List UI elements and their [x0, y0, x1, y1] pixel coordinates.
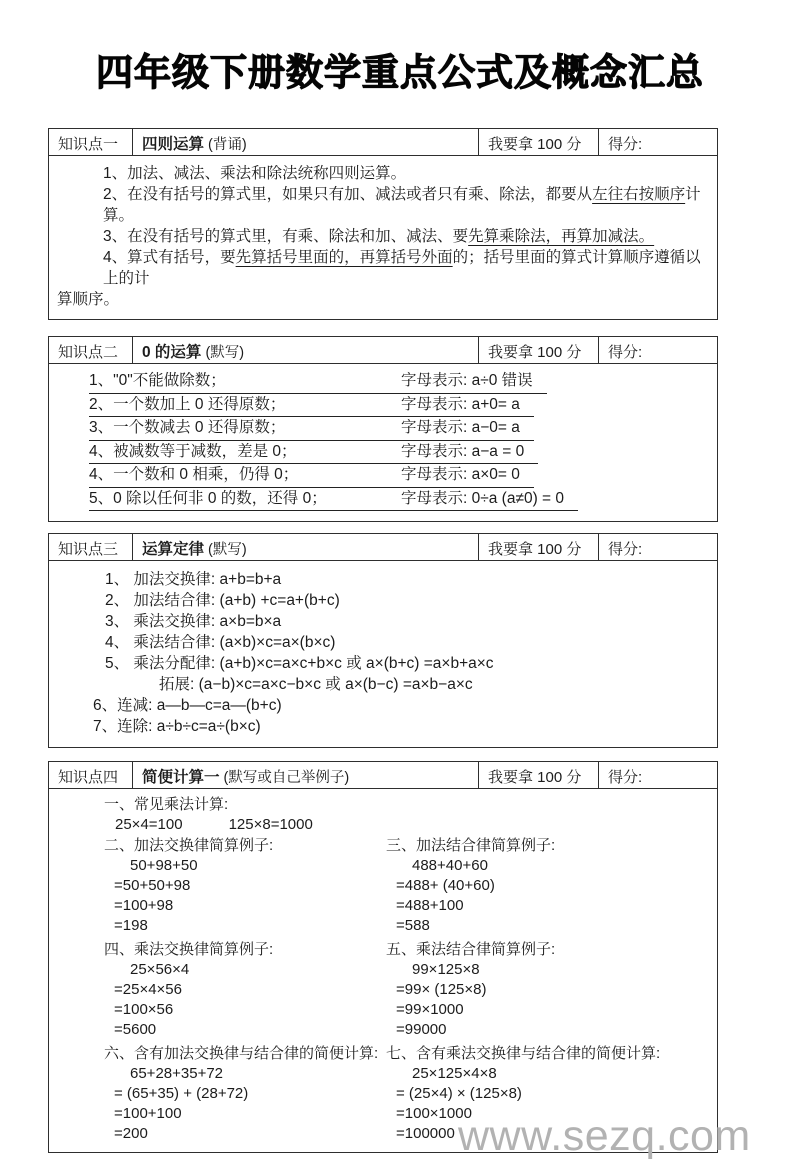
- section-2-label: 知识点二: [49, 337, 133, 363]
- common-products-line: [49, 815, 717, 835]
- example-expression: 25×56×4: [130, 961, 190, 978]
- section-3-title: [133, 534, 479, 560]
- rule-row: [89, 465, 534, 488]
- section-1-title-text: 四则运算: [142, 136, 205, 153]
- rule-row: [89, 371, 547, 394]
- product-fact: 25×4=100: [115, 816, 183, 833]
- rule-formula: 字母表示: 0÷a (a≠0) = 0: [401, 489, 565, 507]
- example-step: =100×1000: [396, 1105, 472, 1122]
- section-knowledge-point-2: [48, 336, 718, 522]
- rule-formula: 字母表示: a×0= 0: [401, 466, 520, 483]
- section-2-goal: 我要拿 100 分: [479, 337, 599, 363]
- section-1-score-field: 得分:: [608, 135, 643, 153]
- section-1-body: [49, 156, 717, 319]
- example-step: =99× (125×8): [396, 981, 487, 998]
- section-1-subtitle: (背诵): [208, 136, 247, 153]
- rule-text: 4、被减数等于减数，差是 0；: [89, 442, 297, 460]
- law-line: 2、 加法结合律: (a+b) +c=a+(b+c): [105, 592, 340, 609]
- section-3-score-field: 得分:: [608, 540, 643, 558]
- example-block: [104, 940, 386, 1040]
- content-line: 1、加法、减法、乘法和除法统称四则运算。: [103, 165, 407, 182]
- rule-row: [89, 442, 538, 465]
- example-heading: 四、乘法交换律简算例子:: [104, 941, 274, 958]
- section-3-goal: 我要拿 100 分: [479, 534, 599, 560]
- section-2-score-field: 得分:: [608, 343, 643, 361]
- section-1-goal: 我要拿 100 分: [479, 129, 599, 155]
- section-4-goal: 我要拿 100 分: [479, 762, 599, 788]
- rule-formula: 字母表示: a−0= a: [401, 419, 520, 436]
- section-1-label: 知识点一: [49, 129, 133, 155]
- rule-formula: 字母表示: a−a = 0: [401, 442, 525, 460]
- content-line: 4、算式有括号，要先算括号里面的，再算括号外面的；括号里面的算式计算顺序遵循以上的计: [103, 249, 701, 287]
- section-3-title-text: 运算定律: [142, 541, 205, 558]
- section-4-title: [133, 762, 479, 788]
- rule-row: [89, 418, 534, 441]
- law-line: 5、 乘法分配律: (a+b)×c=a×c+b×c 或 a×(b+c) =a×b+a×c: [105, 655, 494, 672]
- example-expression: 25×125×4×8: [412, 1065, 497, 1082]
- example-step: =488+100: [396, 897, 464, 914]
- product-fact: 125×8=1000: [228, 816, 313, 833]
- law-line: 6、连减: a—b—c=a—(b+c): [93, 697, 282, 714]
- law-line: 7、连除: a÷b÷c=a÷(b×c): [93, 718, 261, 735]
- section-2-title-text: 0 的运算: [142, 344, 202, 361]
- section-knowledge-point-3: [48, 533, 718, 748]
- section-4-subtitle: (默写或自己举例子): [223, 769, 350, 786]
- section-3-header: [49, 534, 717, 561]
- law-line-extension: 拓展: (a−b)×c=a×c−b×c 或 a×(b−c) =a×b−a×c: [159, 676, 473, 693]
- example-block: [386, 836, 717, 936]
- example-step: =100000: [396, 1125, 455, 1142]
- example-heading: 七、含有乘法交换律与结合律的简便计算:: [386, 1045, 661, 1062]
- example-heading: 六、含有加法交换律与结合律的简便计算:: [104, 1045, 379, 1062]
- example-heading: 五、乘法结合律简算例子:: [386, 941, 556, 958]
- section-3-label: 知识点三: [49, 534, 133, 560]
- example-block: [386, 940, 717, 1040]
- example-expression: 99×125×8: [412, 961, 480, 978]
- example-step: = (25×4) × (125×8): [396, 1085, 522, 1102]
- example-step: =25×4×56: [114, 981, 182, 998]
- section-4-score-field: 得分:: [608, 768, 643, 786]
- page-title: 四年级下册数学重点公式及概念汇总: [96, 52, 704, 93]
- content-line: 算顺序。: [57, 291, 120, 308]
- law-line: 1、 加法交换律: a+b=b+a: [105, 571, 282, 588]
- content-line: 3、在没有括号的算式里，有乘、除法和加、减法、要先算乘除法，再算加减法。: [103, 228, 655, 245]
- example-step: =50+50+98: [114, 877, 191, 894]
- section-4-label: 知识点四: [49, 762, 133, 788]
- example-step: =5600: [114, 1021, 157, 1038]
- section-4-header: [49, 762, 717, 789]
- section-knowledge-point-1: [48, 128, 718, 320]
- example-expression: 50+98+50: [130, 857, 198, 874]
- rule-text: 4、一个数和 0 相乘，仍得 0；: [89, 466, 299, 483]
- example-step: = (65+35) + (28+72): [114, 1085, 249, 1102]
- example-step: =99000: [396, 1021, 447, 1038]
- rule-text: 3、一个数减去 0 还得原数；: [89, 419, 286, 436]
- law-line: 4、 乘法结合律: (a×b)×c=a×(b×c): [105, 634, 336, 651]
- content-line: 2、在没有括号的算式里，如果只有加、减法或者只有乘、除法，都要从左往右按顺序计算。: [103, 186, 701, 224]
- example-step: =198: [114, 917, 148, 934]
- rule-text: 5、0 除以任何非 0 的数，还得 0；: [89, 489, 327, 507]
- example-step: =588: [396, 917, 430, 934]
- example-heading: 三、加法结合律简算例子:: [386, 837, 556, 854]
- section-1-title: [133, 129, 479, 155]
- section-2-header: [49, 337, 717, 364]
- example-step: =99×1000: [396, 1001, 464, 1018]
- law-line: 3、 乘法交换律: a×b=b×a: [105, 613, 282, 630]
- rule-row: [89, 395, 534, 418]
- section-4-body: [49, 789, 717, 1152]
- example-step: =100+98: [114, 897, 174, 914]
- rule-row: [89, 489, 578, 512]
- example-expression: 65+28+35+72: [130, 1065, 224, 1082]
- section-2-body: [49, 364, 717, 521]
- section-1-header: [49, 129, 717, 156]
- rule-formula: 字母表示: a÷0 错误: [401, 372, 533, 389]
- example-expression: 488+40+60: [412, 857, 488, 874]
- example-step: =488+ (40+60): [396, 877, 495, 894]
- section-2-subtitle: (默写): [205, 344, 245, 361]
- example-heading: 二、加法交换律简算例子:: [104, 837, 274, 854]
- rule-formula: 字母表示: a+0= a: [401, 395, 520, 413]
- section-3-subtitle: (默写): [208, 541, 247, 558]
- rule-text: 2、一个数加上 0 还得原数；: [89, 395, 286, 413]
- rule-text: 1、"0"不能做除数；: [89, 372, 226, 389]
- example-step: =100×56: [114, 1001, 174, 1018]
- section-4-title-text: 简便计算一: [142, 769, 220, 786]
- section-3-body: [49, 561, 717, 747]
- example-step: =100+100: [114, 1105, 182, 1122]
- example-step: =200: [114, 1125, 148, 1142]
- watermark: www.sezq.com: [458, 1112, 751, 1160]
- example-block: [104, 1044, 386, 1144]
- scanned-document-page: [0, 42, 800, 1173]
- section-2-title: [133, 337, 479, 363]
- examples-grid: [49, 836, 717, 1144]
- example-block: [104, 836, 386, 936]
- section-knowledge-point-4: [48, 761, 718, 1153]
- example-intro-heading: 一、常见乘法计算:: [104, 796, 229, 813]
